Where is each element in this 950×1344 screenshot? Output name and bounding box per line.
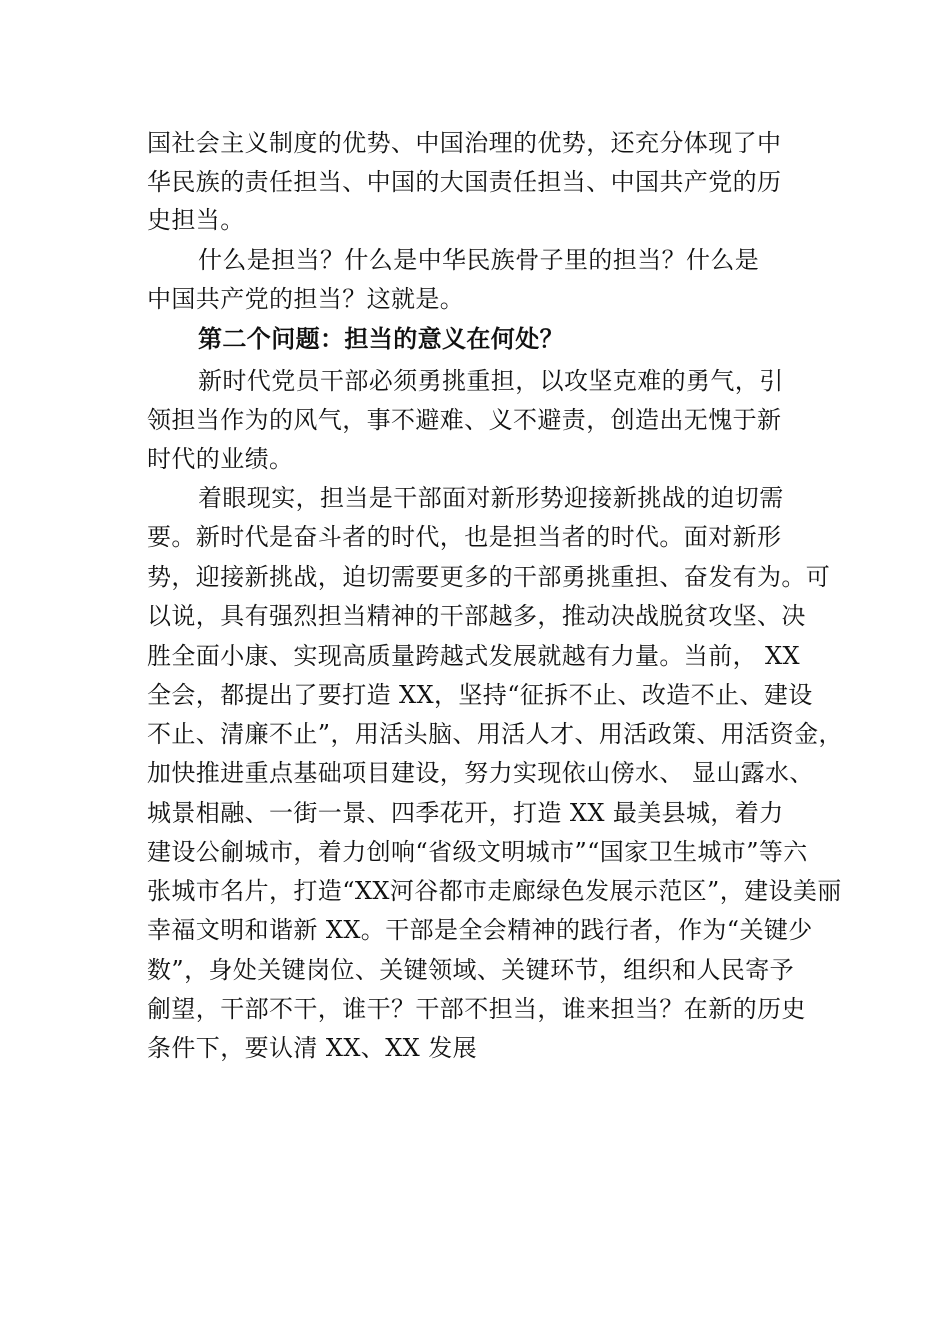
text-line: 条件下，要认清 XX、XX 发展 (147, 1034, 478, 1062)
text-line: 建设公㓱城市，着力创响“省级文明城市”“国家卫生城市”等六 (147, 838, 808, 866)
text-line: 㓱望，干部不干，谁干？干部不担当，谁来担当？在新的历史 (147, 995, 806, 1023)
text-line: 华民族的责任担当、中国的大国责任担当、中国共产党的历 (147, 168, 782, 196)
text-line: 势，迎接新挑战，迫切需要更多的干部勇挑重担、奋发有为。可 (147, 563, 831, 591)
text-line: 以说，具有强烈担当精神的干部越多，推动决战脱贫攻坚、决 (147, 602, 806, 630)
text-line: 国社会主义制度的优势、中国治理的优势，还充分体现了中 (147, 129, 782, 157)
text-line: 全会，都提出了要打造 XX，坚持“征拆不止、改造不止、建设 (147, 681, 813, 709)
text-line: 着眼现实，担当是干部面对新形势迎接新挑战的迫切需 (198, 484, 784, 512)
text-line: 幸福文明和谐新 XX。干部是全会精神的践行者，作为“关键少 (147, 916, 813, 944)
text-line: 时代的业绩。 (147, 445, 294, 473)
text-line: 数”，身处关键岗位、关键领域、关键环节，组织和人民寄予 (147, 956, 795, 984)
text-line: 城景相融、一街一景、四季花开，打造 XX 最美县城，着力 (147, 799, 784, 827)
text-line: 史担当。 (147, 206, 245, 234)
text-line: 要。新时代是奋斗者的时代，也是担当者的时代。面对新形 (147, 523, 782, 551)
text-line: 中国共产党的担当？这就是。 (147, 285, 465, 313)
text-line: 胜全面小康、实现高质量跨越式发展就越有力量。当前， XX (147, 642, 800, 670)
text-line: 加快推进重点基础项目建设，努力实现依山傍水、 显山露水、 (147, 759, 814, 787)
text-line: 新时代党员干部必须勇挑重担，以攻坚克难的勇气，引 (198, 367, 784, 395)
text-line: 不止、清廉不止”，用活头脑、用活人才、用活政策、用活资金， (147, 720, 843, 748)
text-line: 领担当作为的风气，事不避难、义不避责，创造出无愧于新 (147, 406, 782, 434)
section-heading: 第二个问题：担当的意义在何处？ (198, 325, 564, 353)
text-line: 什么是担当？什么是中华民族骨子里的担当？什么是 (198, 246, 760, 274)
text-line: 张城市名片，打造“XX河谷都市走廊绿色发展示范区”，建设美丽 (147, 877, 842, 905)
